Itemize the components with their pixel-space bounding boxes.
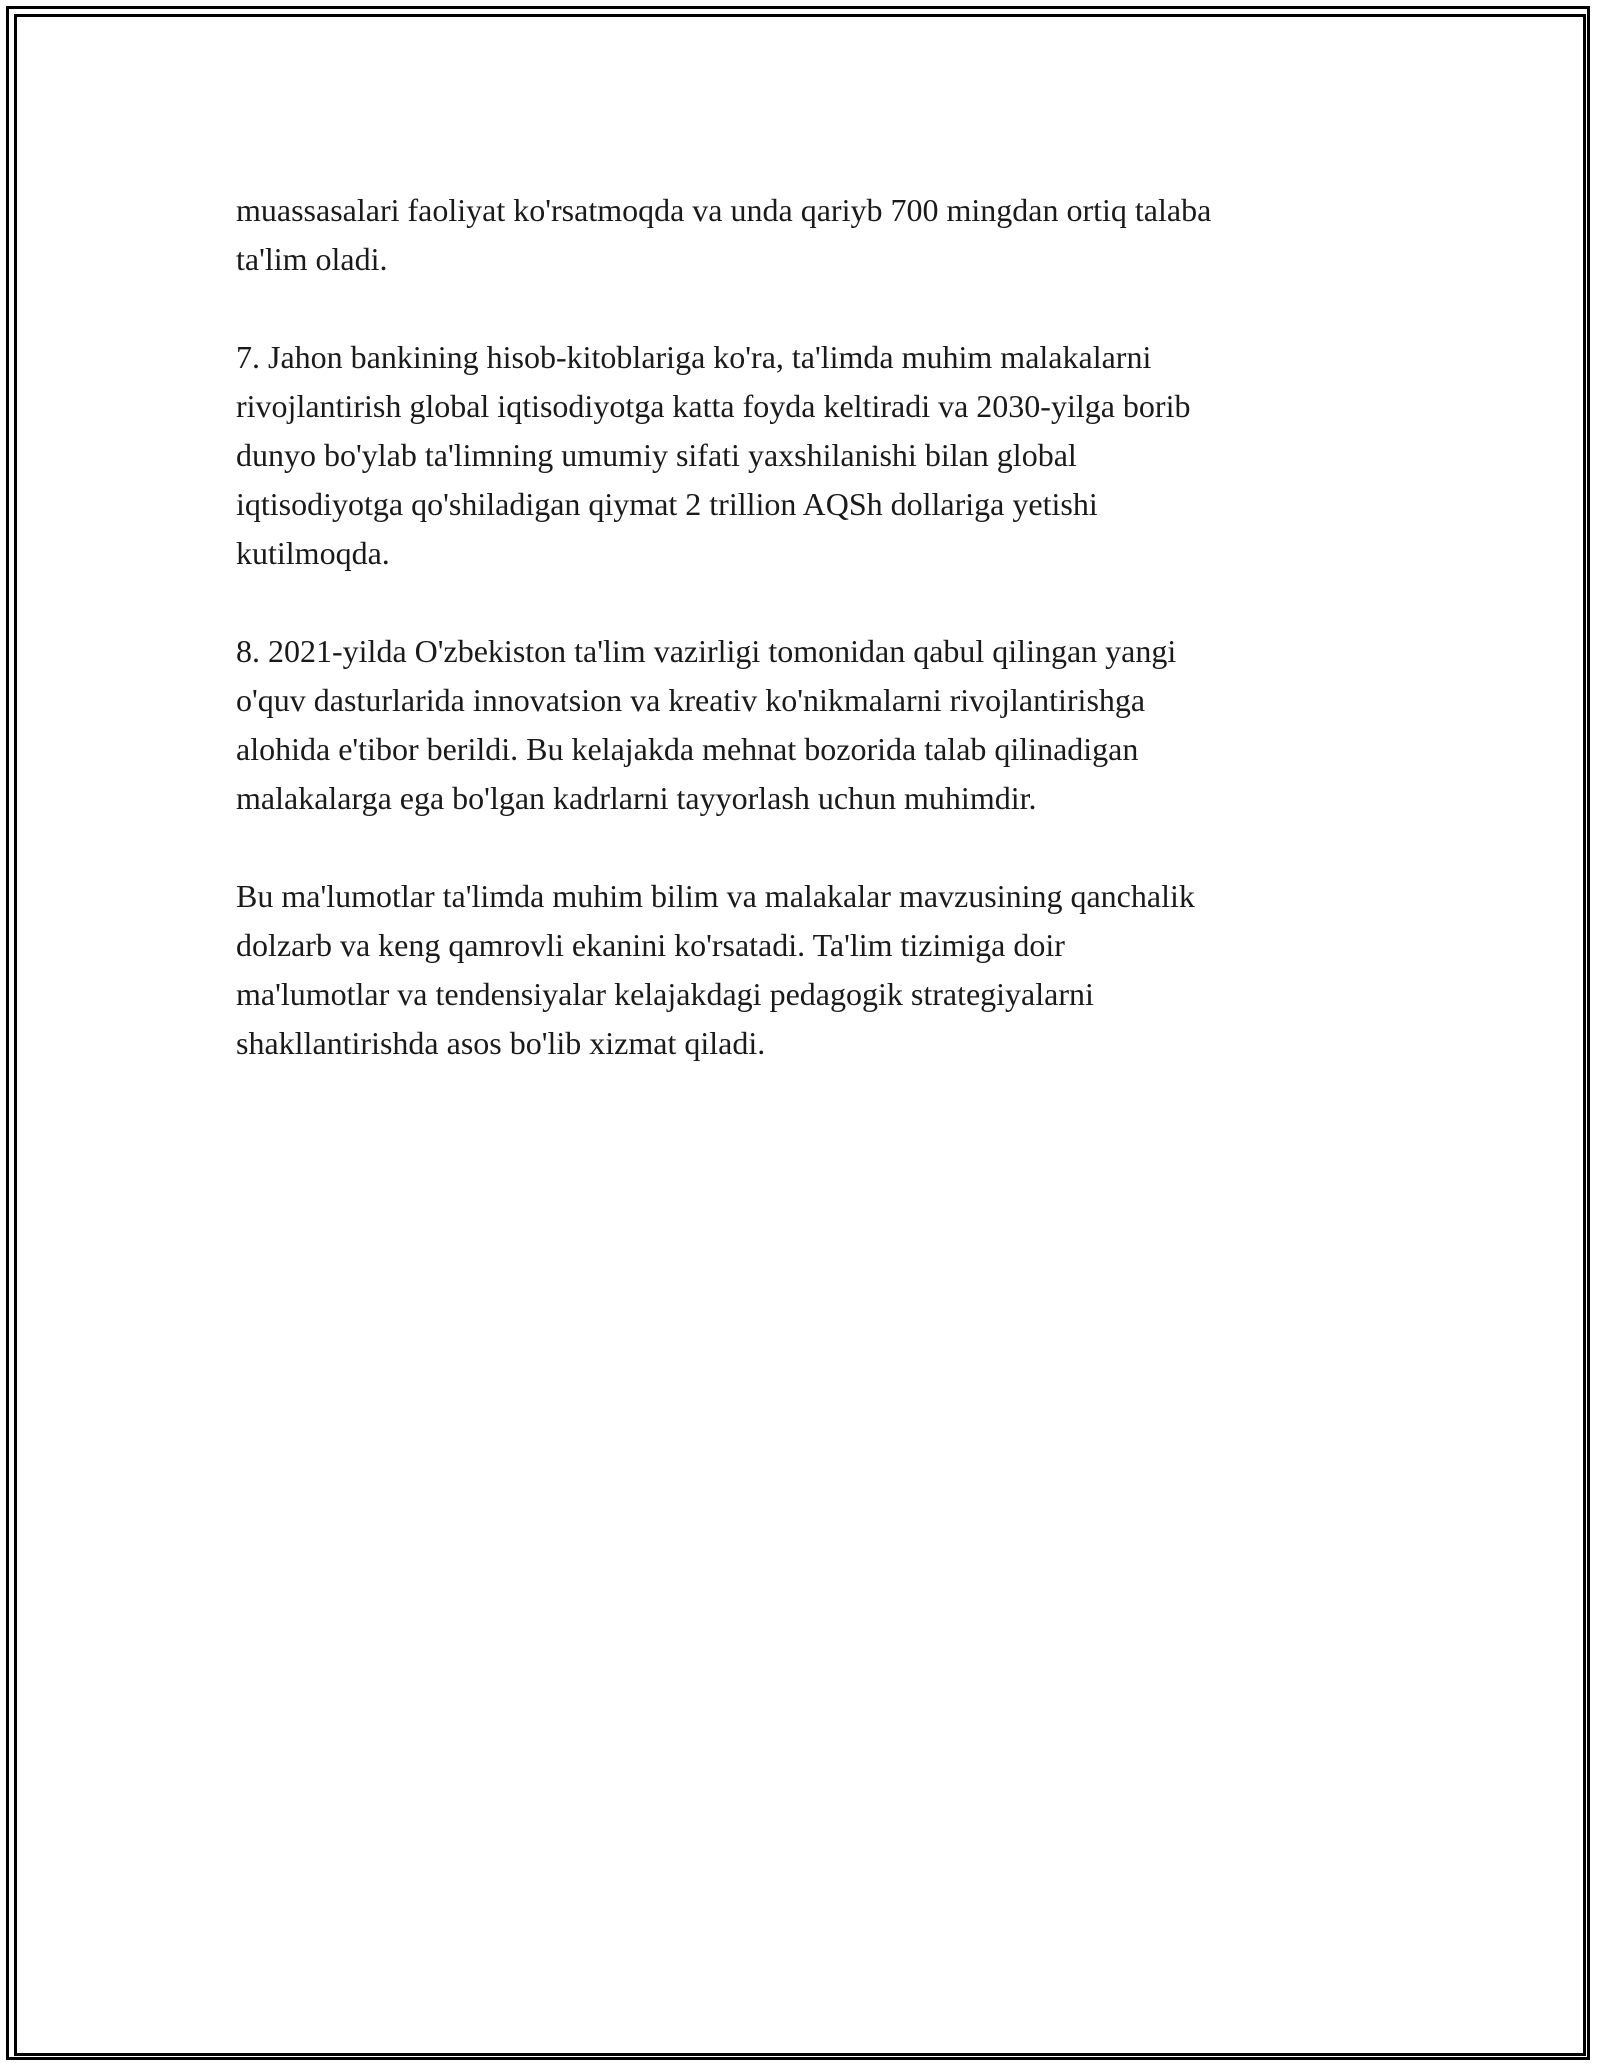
text-line: Bu ma'lumotlar ta'limda muhim bilim va malakalar mavzusining qanchalik — [236, 878, 1195, 914]
document-body — [236, 186, 1376, 1117]
text-line: dunyo bo'ylab ta'limning umumiy sifati yaxshilanishi bilan global — [236, 437, 1077, 473]
text-line: muassasalari faoliyat ko'rsatmoqda va unda qariyb 700 mingdan ortiq talaba — [236, 192, 1212, 228]
paragraph-item-8 — [236, 627, 1376, 823]
text-line: ma'lumotlar va tendensiyalar kelajakdagi pedagogik strategiyalarni — [236, 976, 1094, 1012]
text-line: 7. Jahon bankining hisob-kitoblariga ko'ra, ta'limda muhim malakalarni — [236, 339, 1152, 375]
text-line: rivojlantirish global iqtisodiyotga katta foyda keltiradi va 2030-yilga borib — [236, 388, 1191, 424]
text-line: o'quv dasturlarida innovatsion va kreativ ko'nikmalarni rivojlantirishga — [236, 682, 1146, 718]
text-line: kutilmoqda. — [236, 535, 390, 571]
paragraph-continuation — [236, 186, 1376, 284]
paragraph-conclusion — [236, 872, 1376, 1068]
text-line: shakllantirishda asos bo'lib xizmat qiladi. — [236, 1025, 766, 1061]
text-line: alohida e'tibor berildi. Bu kelajakda mehnat bozorida talab qilinadigan — [236, 731, 1139, 767]
text-line: 8. 2021-yilda O'zbekiston ta'lim vazirligi tomonidan qabul qilingan yangi — [236, 633, 1177, 669]
text-line: ta'lim oladi. — [236, 241, 388, 277]
paragraph-item-7 — [236, 333, 1376, 578]
text-line: malakalarga ega bo'lgan kadrlarni tayyorlash uchun muhimdir. — [236, 780, 1037, 816]
text-line: iqtisodiyotga qo'shiladigan qiymat 2 trillion AQSh dollariga yetishi — [236, 486, 1098, 522]
text-line: dolzarb va keng qamrovli ekanini ko'rsatadi. Ta'lim tizimiga doir — [236, 927, 1065, 963]
